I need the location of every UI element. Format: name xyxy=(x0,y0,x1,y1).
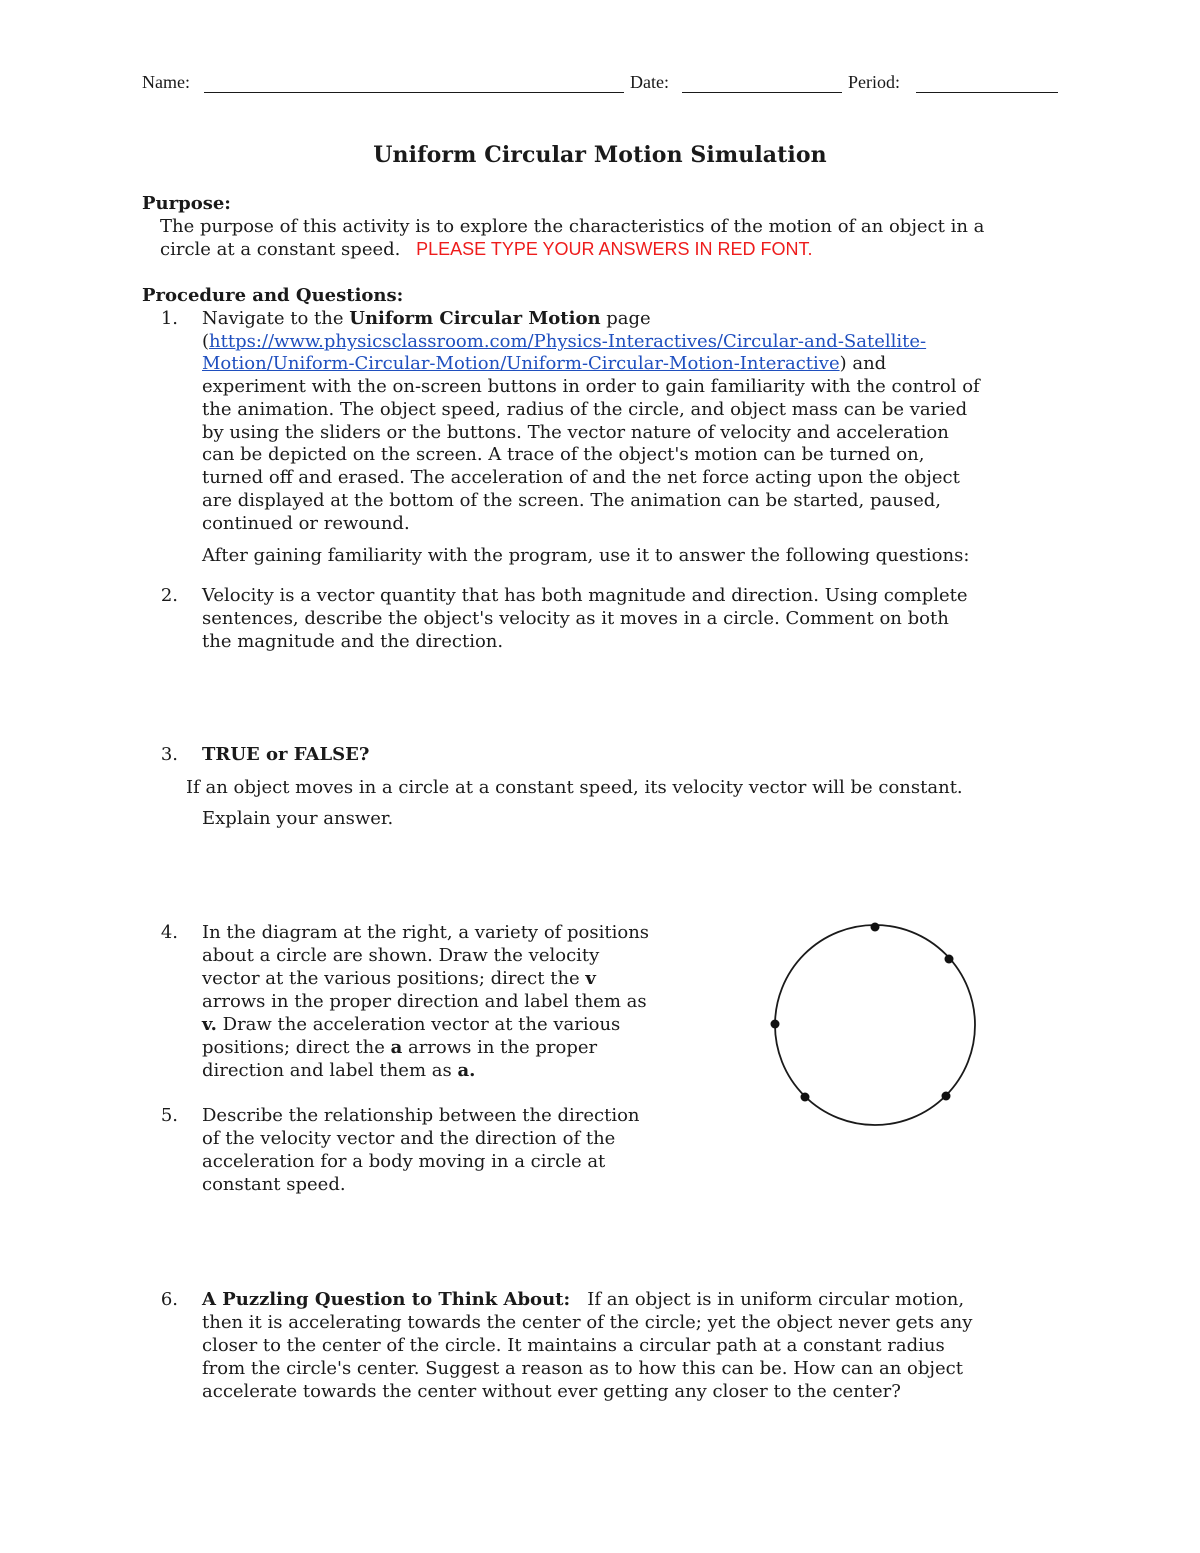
q1-body-line: are displayed at the bottom of the screen. The animation can be started, paused, xyxy=(202,490,941,511)
q4-line-7-pre: direction and label them as xyxy=(202,1060,458,1081)
position-dot-lower-left xyxy=(801,1093,810,1102)
q2-line: sentences, describe the object's velocity as it moves in a circle. Comment on both xyxy=(202,608,949,629)
q6-line-1 xyxy=(202,1288,964,1311)
q1-body-line: continued or rewound. xyxy=(202,513,410,534)
q6-line: then it is accelerating towards the center of the circle; yet the object never gets any xyxy=(202,1312,973,1333)
question-1-url-line-2 xyxy=(202,352,886,375)
question-5-number: 5. xyxy=(160,1105,178,1126)
q1-body-line: experiment with the on-screen buttons in order to gain familiarity with the control of xyxy=(202,376,980,397)
position-dot-top xyxy=(871,923,880,932)
q4-line-6-post: arrows in the proper xyxy=(402,1037,598,1058)
q3-explain: Explain your answer. xyxy=(202,808,394,829)
red-font-instruction: PLEASE TYPE YOUR ANSWERS IN RED FONT. xyxy=(416,239,813,259)
q1-after-text: After gaining familiarity with the program, use it to answer the following questions: xyxy=(202,545,970,566)
position-dot-left xyxy=(771,1020,780,1029)
header-fields xyxy=(142,72,1062,98)
q2-line: Velocity is a vector quantity that has both magnitude and direction. Using complete xyxy=(202,585,968,606)
purpose-heading: Purpose: xyxy=(142,193,231,214)
q4-bold-a: a xyxy=(390,1037,403,1058)
q4-line-1: In the diagram at the right, a variety of positions xyxy=(202,922,650,943)
period-label: Period: xyxy=(848,72,900,92)
q6-line-1-text: If an object is in uniform circular motion, xyxy=(570,1289,965,1310)
q5-line: of the velocity vector and the direction of the xyxy=(202,1128,616,1149)
q4-bold-v: v xyxy=(585,968,596,989)
purpose-line-2-text: circle at a constant speed. xyxy=(160,239,401,260)
q4-line-5 xyxy=(202,1013,620,1036)
circle-diagram xyxy=(745,905,1005,1145)
q4-line-3-text: vector at the various positions; direct the xyxy=(202,968,586,989)
name-blank[interactable] xyxy=(204,92,624,93)
q2-line: the magnitude and the direction. xyxy=(202,631,504,652)
purpose-line-1: The purpose of this activity is to explore the characteristics of the motion of an object in a xyxy=(160,216,985,237)
q6-line: accelerate towards the center without ever getting any closer to the center? xyxy=(202,1381,901,1402)
date-blank[interactable] xyxy=(682,92,842,93)
position-dot-lower-right xyxy=(942,1092,951,1101)
question-1-url-line-1 xyxy=(202,330,926,353)
q1-paren-close: ) and xyxy=(839,353,887,374)
question-1-line-1 xyxy=(202,307,651,330)
period-blank[interactable] xyxy=(916,92,1058,93)
q4-line-5-text: Draw the acceleration vector at the various xyxy=(216,1014,621,1035)
q4-line-4: arrows in the proper direction and label them as xyxy=(202,991,647,1012)
question-6-number: 6. xyxy=(160,1289,178,1310)
q1-body-line: by using the sliders or the buttons. The vector nature of velocity and acceleration xyxy=(202,422,949,443)
purpose-line-2 xyxy=(160,238,813,261)
question-4-number: 4. xyxy=(160,922,178,943)
q3-heading: TRUE or FALSE? xyxy=(202,744,370,765)
q5-line: Describe the relationship between the direction xyxy=(202,1105,640,1126)
q1-body-line: can be depicted on the screen. A trace of the object's motion can be turned on, xyxy=(202,444,925,465)
q1-text-pre: Navigate to the xyxy=(202,308,350,329)
q4-line-2: about a circle are shown. Draw the velocity xyxy=(202,945,600,966)
q1-body-line: the animation. The object speed, radius of the circle, and object mass can be varied xyxy=(202,399,968,420)
q6-heading: A Puzzling Question to Think About: xyxy=(202,1289,571,1310)
q3-statement: If an object moves in a circle at a constant speed, its velocity vector will be constant. xyxy=(186,777,963,798)
page-title: Uniform Circular Motion Simulation xyxy=(373,142,827,168)
q4-bold-a-label: a. xyxy=(457,1060,476,1081)
q1-body-line: turned off and erased. The acceleration of and the net force acting upon the object xyxy=(202,467,960,488)
q4-bold-v-label: v. xyxy=(202,1014,217,1035)
q4-line-3 xyxy=(202,967,596,990)
question-1-number: 1. xyxy=(160,308,178,329)
name-label: Name: xyxy=(142,72,190,92)
q5-line: constant speed. xyxy=(202,1174,346,1195)
procedure-heading: Procedure and Questions: xyxy=(142,285,404,306)
q4-line-6 xyxy=(202,1036,597,1059)
position-dot-upper-right xyxy=(945,955,954,964)
q1-link-part-1[interactable]: https://www.physicsclassroom.com/Physics-Interactives/Circular-and-Satellite- xyxy=(209,331,927,352)
question-3-number: 3. xyxy=(160,744,178,765)
q1-paren-open: ( xyxy=(202,331,210,352)
q1-text-post: page xyxy=(600,308,651,329)
question-2-number: 2. xyxy=(160,585,178,606)
q6-line: from the circle's center. Suggest a reason as to how this can be. How can an object xyxy=(202,1358,963,1379)
q4-line-7 xyxy=(202,1059,475,1082)
q1-bold-title: Uniform Circular Motion xyxy=(349,308,601,329)
q1-link-part-2[interactable]: Motion/Uniform-Circular-Motion/Uniform-Circular-Motion-Interactive xyxy=(202,353,840,374)
q4-line-6-pre: positions; direct the xyxy=(202,1037,391,1058)
q5-line: acceleration for a body moving in a circle at xyxy=(202,1151,606,1172)
q6-line: closer to the center of the circle. It maintains a circular path at a constant radius xyxy=(202,1335,945,1356)
date-label: Date: xyxy=(630,72,669,92)
